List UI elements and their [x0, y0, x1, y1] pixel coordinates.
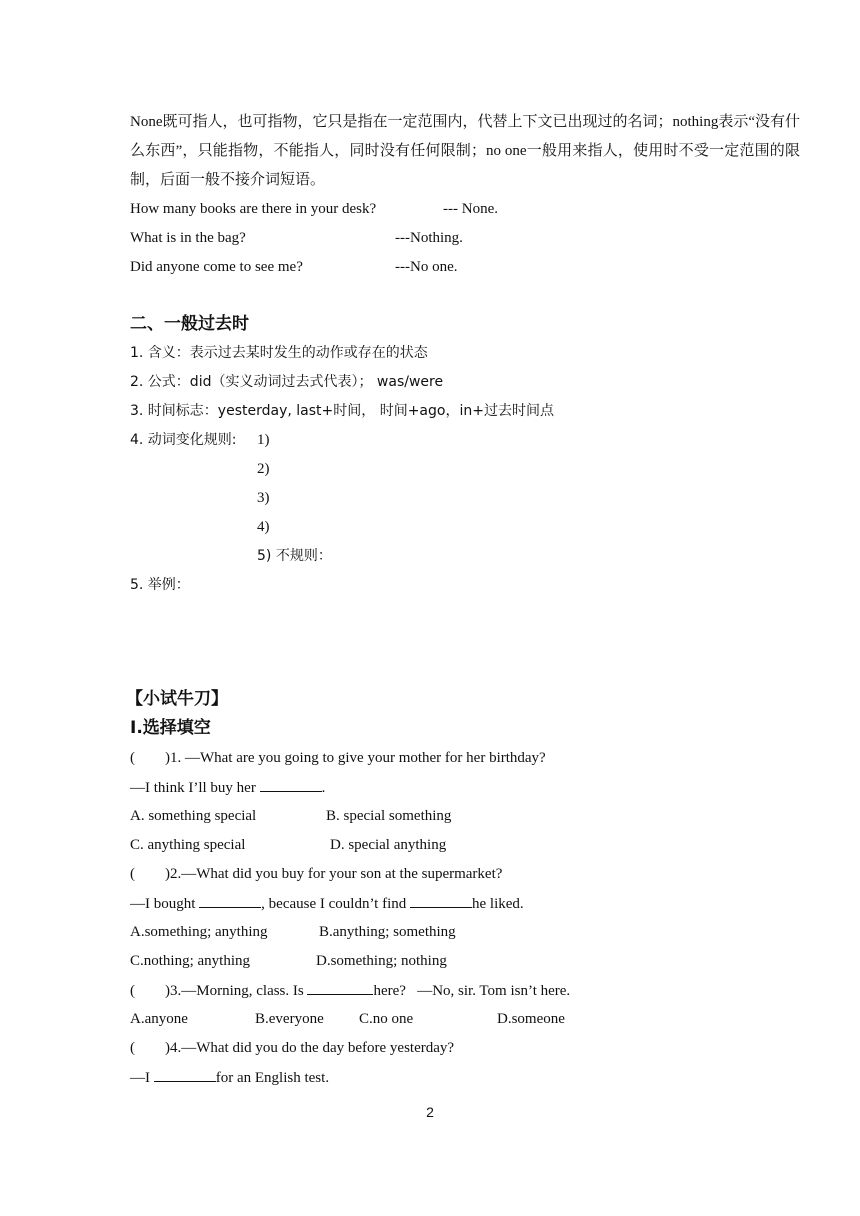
q3-stem: ( )3.—Morning, class. Is here? —No, sir. Tom isn’t here. — [130, 980, 570, 1001]
rule-5: 5) 不规则： — [257, 548, 332, 564]
q2-option-b: B.anything; something — [319, 924, 456, 940]
example-question-1: How many books are there in your desk? — [130, 201, 377, 217]
q2-option-d: D.something; nothing — [316, 953, 447, 969]
answer-blank[interactable] — [410, 893, 472, 908]
q2-option-a: A.something; anything — [130, 924, 268, 940]
q1-option-c: C. anything special — [130, 837, 246, 853]
example-label: 5. 举例： — [130, 577, 190, 593]
rule-1: 1) — [257, 432, 270, 448]
answer-blank[interactable] — [260, 777, 322, 792]
answer-blank[interactable] — [199, 893, 261, 908]
example-answer-1: --- None. — [443, 201, 498, 217]
practice-subheading: I.选择填空 — [130, 718, 211, 738]
q1-stem: ( )1. —What are you going to give your mother for her birthday? — [130, 750, 546, 766]
q1-reply: —I think I’ll buy her . — [130, 777, 325, 798]
answer-blank[interactable] — [154, 1067, 216, 1082]
q2-stem: ( )2.—What did you buy for your son at the supermarket? — [130, 866, 503, 882]
item-verb-rules: 4. 动词变化规则: — [130, 432, 237, 448]
example-question-2: What is in the bag? — [130, 230, 246, 246]
section-heading: 二、一般过去时 — [130, 314, 249, 334]
q3-option-d: D.someone — [497, 1011, 565, 1027]
example-answer-3: ---No one. — [395, 259, 458, 275]
q1-option-d: D. special anything — [330, 837, 447, 853]
item-time-markers: 3. 时间标志：yesterday, last+时间， 时间+ago，in+过去时间点 — [130, 403, 554, 419]
q4-stem: ( )4.—What did you do the day before yesterday? — [130, 1040, 455, 1056]
rule-2: 2) — [257, 461, 270, 477]
rule-4: 4) — [257, 519, 270, 535]
item-meaning: 1. 含义：表示过去某时发生的动作或存在的状态 — [130, 345, 428, 361]
item-formula: 2. 公式：did（实义动词过去式代表）； was/were — [130, 374, 444, 390]
q2-reply: —I bought , because I couldn’t find he liked. — [130, 893, 524, 914]
q1-option-a: A. something special — [130, 808, 257, 824]
q2-option-c: C.nothing; anything — [130, 953, 250, 969]
intro-paragraph: None既可指人，也可指物，它只是指在一定范围内，代替上下文已出现过的名词；nothing表示“没有什么东西”，只能指物，不能指人，同时没有任何限制；no one一般用来指人，使用时不受一定范围的限制，后面一般不接介词短语。 — [130, 114, 800, 188]
q3-option-b: B.everyone — [255, 1011, 324, 1027]
q4-reply: —I for an English test. — [130, 1067, 329, 1088]
example-answer-2: ---Nothing. — [395, 230, 463, 246]
practice-heading: 【小试牛刀】 — [126, 689, 228, 709]
page-number: 2 — [426, 1104, 434, 1120]
answer-blank[interactable] — [307, 980, 373, 995]
q3-option-c: C.no one — [359, 1011, 414, 1027]
example-question-3: Did anyone come to see me? — [130, 259, 303, 275]
q1-option-b: B. special something — [326, 808, 452, 824]
rule-3: 3) — [257, 490, 270, 506]
q3-option-a: A.anyone — [130, 1011, 188, 1027]
